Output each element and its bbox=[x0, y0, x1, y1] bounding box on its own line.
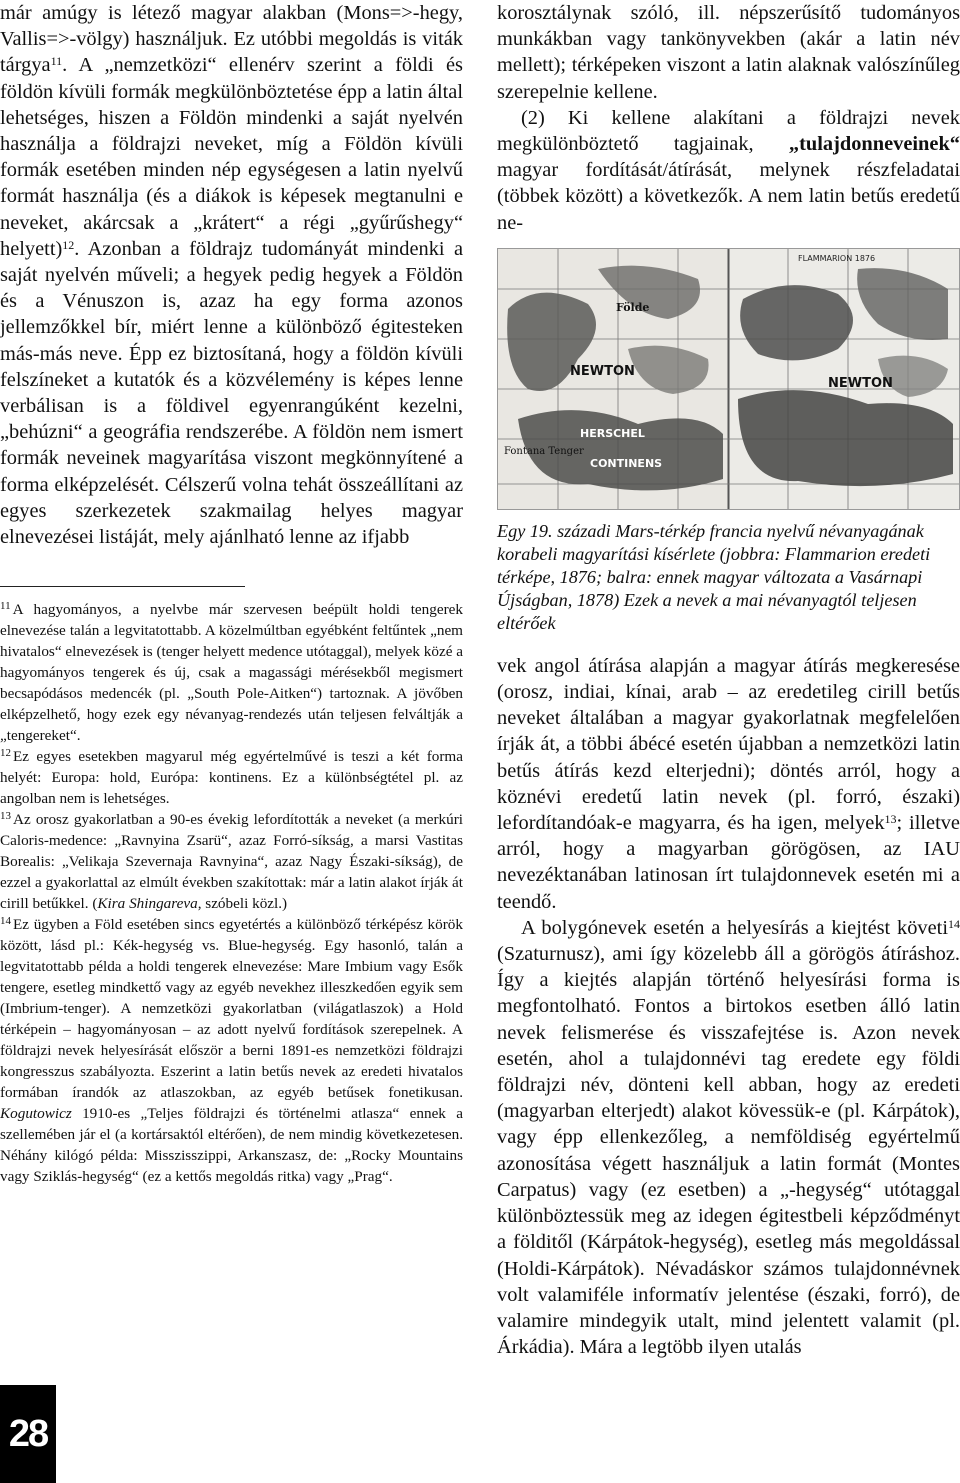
footnote-ref-12: 12 bbox=[62, 237, 75, 252]
map-label-newton: NEWTON bbox=[570, 363, 635, 379]
footnote-12 bbox=[0, 746, 463, 809]
right-paragraph-2-text: (2) Ki kellene alakítani a földrajzi nevek megkülönböztető tagjainak, bbox=[497, 106, 960, 156]
footnote-ref-14: 14 bbox=[948, 916, 960, 931]
figure-caption: Egy 19. századi Mars-térkép francia nyelvű névanyagának korabeli magyarítási kísérlete (jobbra: Flammarion eredeti térképe, 1876; balra: ennek magyar változata a Vasárnapi Újságban, 1878) Ezek a nevek a mai névanyagtól teljesen eltérőek bbox=[497, 520, 931, 633]
right-body-text-top bbox=[497, 0, 960, 236]
right-paragraph-3 bbox=[497, 653, 960, 915]
footnote-divider bbox=[0, 586, 245, 587]
footnote-number: 12 bbox=[0, 747, 11, 760]
map-label-newton-right: NEWTON bbox=[828, 375, 893, 391]
right-paragraph-4-text: (Szaturnusz), ami így közelebb áll a görögös átíráshoz. Így a kiejtés alapján történő helyesírási forma is megfontolható. Fontos a birtokos esetben álló latin nevek felismerése és visszafejtése is. Azon nevek esetén, ahol a tulajdonnévi tag eredete egy földi földrajzi név, dönteni kell abban, hogy az eredeti (magyarban elterjedt) alakot kövessük-e (pl. Kárpátok), vagy épp ellenkezőleg, a nemföldiség egyértelmű azonosítása végett használjuk a latin formát (Montes Carpatus) vagy (ez esetben) a „-hegység“ utótaggal különböztessük meg az idegen égitestbeli képződményt a földitől (Kárpátok-hegység), esetleg más megoldással (Holdi-Kárpátok). Névadáskor számos tulajdonnévnek volt valamiféle informatív jelentése (északi, forró), de valamire mindegyik utalt, mind jelentett valamit (pl. Árkádia). Mára a legtöbb ilyen utalás bbox=[497, 943, 960, 1359]
footnotes bbox=[0, 599, 463, 1187]
map-label-continens: CONTINENS bbox=[590, 456, 663, 470]
footnote-14 bbox=[0, 914, 463, 1187]
map-label-herschel: HERSCHEL bbox=[580, 426, 645, 440]
footnote-italic: Kira Shingareva bbox=[97, 895, 198, 913]
right-paragraph-3-text: ; illetve arról, hogy a magyarban görögösen, az IAU nevezéktanában latinosan írt tulajdonnevek esetén mi a teendő. bbox=[497, 812, 960, 913]
footnote-13 bbox=[0, 809, 463, 914]
map-label-flammarion: FLAMMARION 1876 bbox=[798, 253, 876, 263]
right-paragraph-4 bbox=[497, 915, 960, 1360]
map-label-folde: Földe bbox=[616, 300, 650, 314]
page-number: 28 bbox=[0, 1385, 56, 1483]
right-column bbox=[497, 0, 960, 1360]
right-body-text-bottom bbox=[497, 653, 960, 1360]
footnote-text: 1910-es „Teljes földrajzi és történelmi atlasza“ ennek a szellemében jár el (a kortársaktól eltérően), de nem mindig következetesen. Néhány kilógó példa: Misszisszippi, Arkanszasz, de: „Rocky Mountains vagy Sziklás-hegység“ (ez a kettős megoldás ritka) vagy „Prag“. bbox=[0, 1105, 463, 1186]
left-text-part-1: már amúgy is létező magyar alakban (Mons=>-hegy, Vallis=>-völgy) használjuk. Ez utóbbi megoldás is viták tárgya bbox=[0, 2, 463, 77]
right-paragraph-2-text: magyar fordítását/átírását, melynek részfeladatai (többek között) a következők. A nem latin betűs eredetű ne- bbox=[497, 159, 960, 234]
right-paragraph-3-text: vek angol átírása alapján a magyar átírás megkeresése (orosz, indiai, kínai, arab – az eredetileg cirill betűs neveket általában a magyar gyakorlatnak megfelelően írják át, a többi ábécé esetén újabban a nemzetközi latin betűs átírás kezd elterjedni); döntés arról, hogy a köznévi eredetű latin nevek (pl. forró, északi) lefordítandóak-e magyarra, és ha igen, melyek bbox=[497, 654, 960, 835]
footnote-text: Az orosz gyakorlatban a 90-es évekig lefordították a neveket (a merkúri Caloris-medence: „Ravnyina Zsarü“, azaz Forró-síkság, a marsi Vastitas Borealis: „Velikaja Szevernaja Ravnyina“, azaz Nagy Északi-síkság), de ezzel a gyakorlattal az elmúlt években szakítottak: már a latin alakot írják át cirill betűkkel. ( bbox=[0, 811, 463, 913]
left-body-text bbox=[0, 0, 463, 550]
footnote-11 bbox=[0, 599, 463, 746]
bold-term: „tulajdonneveinek“ bbox=[788, 133, 960, 156]
footnote-text: , szóbeli közl.) bbox=[197, 895, 288, 913]
footnote-number: 13 bbox=[0, 810, 11, 823]
footnote-ref-13: 13 bbox=[884, 812, 897, 827]
footnote-number: 14 bbox=[0, 915, 11, 928]
left-text-part-3: . Azonban a földrajz tudományát mindenki a saját nyelvén műveli; a hegyek pedig hegyek a Földön és a Vénuszon is, azaz ha egy forma azonos jellemzőkkel bír, miért lenne a különböző égitesteken más-más neve. Épp ez biztosítaná, hogy a földön kívüli felszíneket a kutatók és a közvélemény is képes lenne verbálisan is a földivel egyenrangúként kezelni, „behúzni“ a geográfia rendszerébe. A földön nem ismert formák neveinek magyarítása viszont megkönnyítené a forma elképzelését. Célszerű volna tehát összeállítani az egyes szerkezetek szakmailag helyes magyar elnevezései listáját, mely ajánlható lenne az ifjabb bbox=[0, 237, 463, 549]
right-paragraph-4-text: A bolygónevek esetén a helyesírás a kiejtést követi bbox=[521, 916, 948, 939]
footnote-text: Ez ügyben a Föld esetében sincs egyetértés a különböző térképész körök között, lásd pl.: Kék-hegység vs. Blue-hegység. Egy hasonló, talán a legvitatottabb példa a holdi tengerek elnevezése: Mare Imbium vagy Esők tengere, esetleg mindkettő vagy az egyéb nevekhez illeszkedően egyik sem (Imbrium-tenger). A nemzetközi gyakorlatban (világatlaszok) a Hold térképein – hagyományosan – az adott nyelvű fordítások szerepelnek. A földrajzi nevek helyesírását először a berni 1891-es nemzetközi földrajzi kongresszus szabályozta. Eszerint a latin betűs nevek az eredeti hivatalos formában írandók az atlaszokban, az egyéb betűsek fonetikusan. bbox=[0, 916, 463, 1102]
footnote-text: Ez egyes esetekben magyarul még egyértelművé is teszi a két forma helyét: Europa: hold, Európa: kontinens. Ez a különbségtétel pl. az angolban nem is lehetséges. bbox=[0, 748, 463, 808]
left-text-part-2: . A „nemzetközi“ ellenérv szerint a földi és földön kívüli formák megkülönböztetése épp a latin által lehetséges, hiszen a Földön mindenki a saját nyelvén használja a földrajzi neveket, míg a Földön kívüli formák esetében minden nép egységesen a latin nyelvű formát használja (és a diákok is képesek megtanulni e neveket, akárcsak a „krátert“ a régi „gyűrűshegy“ helyett) bbox=[0, 54, 463, 260]
footnote-text: A hagyományos, a nyelvbe már szervesen beépült holdi tengerek elnevezése talán a legvitatottabb. A közelmúltban egyébként feltűntek „nem hivatalos“ elnevezések is (tenger helyett medence utótaggal), melyek közé a hagyományos tengerek és új, csak a magassági mérésekből megismert becsapódásos medencék (pl. „South Pole-Aitken“) tartoznak. A jövőben elképzelhető, hogy ezek egy névanyag-rendezés után teljesen felváltják a „tengereket“. bbox=[0, 601, 464, 745]
mars-map-image bbox=[498, 249, 959, 509]
mars-map-figure bbox=[497, 248, 960, 510]
map-label-fontana: Fontana Tenger bbox=[504, 445, 584, 457]
right-paragraph-1: korosztálynak szóló, ill. népszerűsítő tudományos munkákban vagy tankönyvekben (akár a latin név mellett); térképeken viszont a latin alaknak valószínűleg szerepelnie kellene. bbox=[497, 2, 960, 103]
right-paragraph-2 bbox=[497, 105, 960, 236]
left-column bbox=[0, 0, 463, 1187]
footnote-ref-11: 11 bbox=[50, 54, 63, 69]
footnote-number: 11 bbox=[0, 600, 11, 613]
footnote-italic: Kogutowicz bbox=[0, 1105, 72, 1123]
